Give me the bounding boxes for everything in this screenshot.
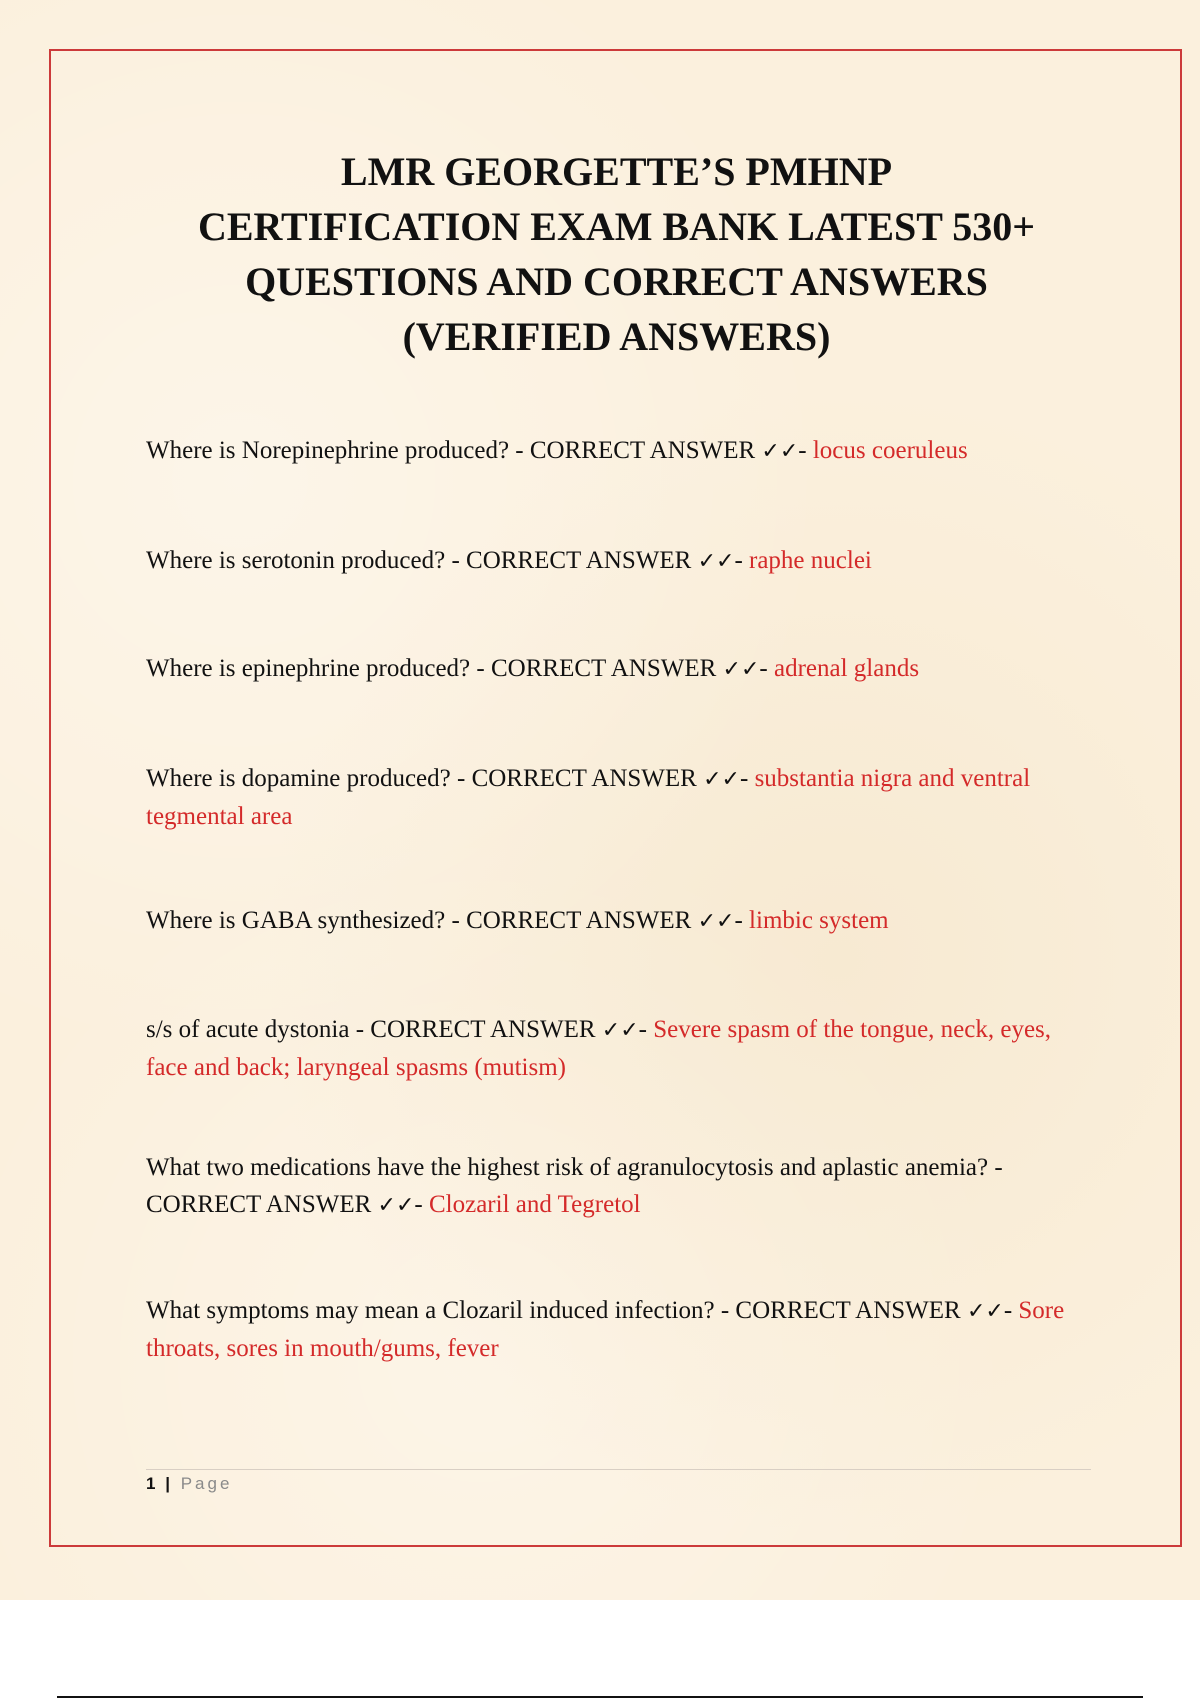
answer-text: Severe spasm of the tongue, neck, eyes, face and back; laryngeal spasms (mutism) [146, 1016, 1052, 1081]
title-line-3: QUESTIONS AND CORRECT ANSWERS [245, 259, 988, 304]
double-check-icon: ✓✓ [697, 549, 735, 574]
answer-text: Clozaril and Tegretol [428, 1191, 641, 1218]
question-text: Where is GABA synthesized? [146, 907, 446, 934]
double-check-icon: ✓✓ [966, 1299, 1004, 1324]
title-line-1: LMR GEORGETTE’S PMHNP [340, 149, 893, 194]
qa-item: Where is serotonin produced? - CORRECT ANSWER ✓✓- raphe nuclei [146, 547, 872, 574]
answer-text: substantia nigra and ventral tegmental area [146, 765, 1031, 830]
correct-answer-label: CORRECT ANSWER [491, 655, 717, 682]
document-title [100, 144, 1133, 364]
correct-answer-label: CORRECT ANSWER [466, 547, 692, 574]
qa-item: What symptoms may mean a Clozaril induced infection? - CORRECT ANSWER ✓✓- Sore throats, sores in mouth/gums, fever [146, 1297, 1065, 1362]
double-check-icon: ✓✓ [377, 1193, 415, 1218]
page-footer [146, 1474, 232, 1494]
correct-answer-label: CORRECT ANSWER [735, 1297, 961, 1324]
double-check-icon: ✓✓ [697, 909, 735, 934]
correct-answer-label: CORRECT ANSWER [529, 437, 756, 464]
double-check-icon: ✓✓ [601, 1018, 639, 1043]
answer-text: raphe nuclei [749, 547, 872, 574]
page-label: Page [180, 1474, 233, 1493]
qa-item: Where is GABA synthesized? - CORRECT ANSWER ✓✓- limbic system [146, 907, 889, 934]
answer-text: locus coeruleus [812, 437, 968, 464]
correct-answer-label: CORRECT ANSWER [471, 765, 697, 792]
question-text: Where is epinephrine produced? [146, 655, 471, 682]
question-text: Where is serotonin produced? [146, 547, 446, 574]
footer-separator: | [165, 1474, 173, 1493]
correct-answer-label: CORRECT ANSWER [466, 907, 692, 934]
double-check-icon: ✓✓ [703, 767, 740, 792]
double-check-icon: ✓✓ [761, 439, 799, 464]
footer-divider [146, 1469, 1091, 1470]
page-number: 1 [146, 1474, 158, 1493]
question-text: What two medications have the highest risk of agranulocytosis and aplastic anemia? [146, 1154, 989, 1181]
qa-item: Where is epinephrine produced? - CORRECT ANSWER ✓✓- adrenal glands [146, 655, 920, 682]
correct-answer-label: CORRECT ANSWER [370, 1016, 596, 1043]
qa-item: What two medications have the highest risk of agranulocytosis and aplastic anemia? - CORRECT ANSWER ✓✓- Clozaril and Tegretol [146, 1154, 1003, 1218]
question-text: Where is dopamine produced? [146, 765, 451, 792]
qa-item: Where is Norepinephrine produced? - CORRECT ANSWER ✓✓- locus coeruleus [146, 437, 968, 464]
answer-text: limbic system [749, 907, 889, 934]
correct-answer-label: CORRECT ANSWER [146, 1191, 372, 1218]
answer-text: adrenal glands [773, 655, 920, 682]
title-line-2: CERTIFICATION EXAM BANK LATEST 530+ [197, 204, 1036, 249]
question-text: What symptoms may mean a Clozaril induced infection? [146, 1297, 715, 1324]
question-text: Where is Norepinephrine produced? [146, 437, 510, 464]
answer-text: Sore throats, sores in mouth/gums, fever [146, 1297, 1065, 1362]
title-line-4: (VERIFIED ANSWERS) [402, 314, 831, 359]
bottom-divider [57, 1696, 1143, 1698]
qa-item: s/s of acute dystonia - CORRECT ANSWER ✓✓- Severe spasm of the tongue, neck, eyes, face and back; laryngeal spasms (mutism) [146, 1016, 1052, 1081]
qa-item: Where is dopamine produced? - CORRECT ANSWER ✓✓- substantia nigra and ventral tegmental area [146, 765, 1031, 830]
double-check-icon: ✓✓ [722, 657, 760, 682]
question-text: s/s of acute dystonia [146, 1016, 350, 1043]
